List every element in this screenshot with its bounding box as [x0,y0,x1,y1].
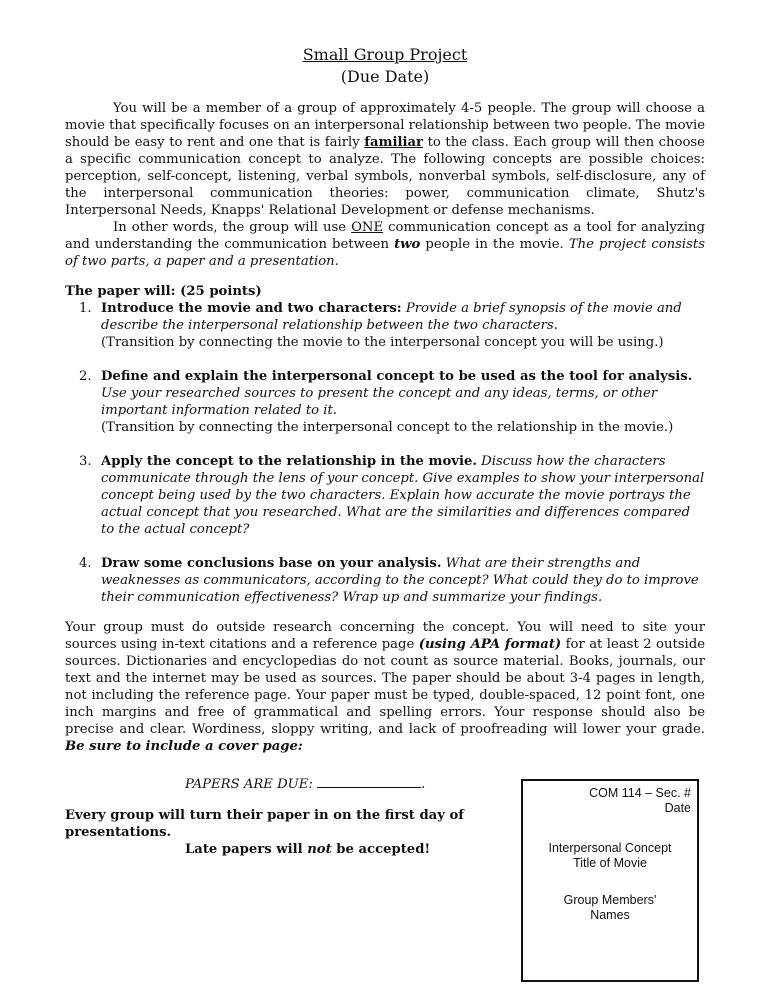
cover-page-sample [521,779,699,982]
intro2-text-d: The project consists of two parts, a paper and a presentation. [65,237,705,269]
paper-requirements-list [65,300,705,606]
item-description: Provide a brief synopsis of the movie and describe the interpersonal relationship between the two characters. [101,301,682,333]
cover-date: Date [664,801,691,815]
item-description: What are their strengths and weaknesses as communicators, according to the concept? What could they do to improve their communication effectiveness? Wrap up and summarize your findings. [101,556,699,605]
due-date-subtitle: (Due Date) [340,67,430,86]
list-item [65,368,705,436]
intro2-text-c: people in the movie. [420,237,569,252]
item-description: Use your researched sources to present the concept and any ideas, terms, or other important information related to it. [101,386,658,418]
cover-names: Names [590,908,630,922]
list-item [65,555,705,606]
cover-group-members: Group Members' [563,893,657,907]
cover-concept: Interpersonal Concept [548,841,672,855]
item-heading: Draw some conclusions base on your analysis. [101,556,442,571]
apa-format-note: (using APA format) [418,637,562,652]
research-text-a: Your group must do outside research concerning the concept. You will need to site your sources using in-text citations and a reference page [65,620,705,652]
cover-page-note: Be sure to include a cover page: [65,739,303,754]
due-date-blank [317,775,421,788]
document-page [65,44,705,858]
item-heading: Define and explain the interpersonal concept to be used as the tool for analysis. [101,369,693,384]
document-title [65,44,705,88]
submission-note: Every group will turn their paper in on the first day of presentations. [65,808,464,840]
cover-movie-title: Title of Movie [573,856,647,870]
item-number: 2. [79,369,92,384]
research-text-b: for at least 2 outside sources. Dictionaries and encyclopedias do not count as source material. Books, journals, our text and the internet may be used as sources. The paper should be about 3-4 pages in length, not including the reference page. Your paper must be typed, double-spaced, 12 point font, one inch margins and free of grammatical and spelling errors. Your response should also be precise and clear. Wordiness, sloppy writing, and lack of proofreading will lower your grade. [65,637,705,737]
due-period: . [421,777,426,792]
research-paragraph [65,619,705,755]
intro-text-b: to the class. Each group will then choose a specific communication concept to analyze. The following concepts are possible choices: perception, self-concept, listening, verbal symbols, nonverbal symbols, self-disclosure, any of the interpersonal communication theories: power, communication climate, Shutz's Interpersonal Needs, Knapps' Relational Development or defense mechanisms. [65,135,705,218]
late-not: not [307,842,332,857]
page-title: Small Group Project [302,45,468,64]
cover-course: COM 114 – Sec. # [589,786,691,800]
item-heading: Introduce the movie and two characters: [101,301,402,316]
late-text-b: be accepted! [331,842,431,857]
papers-due-label: PAPERS ARE DUE: [185,777,313,792]
item-number: 3. [79,454,92,469]
intro2-text-a: In other words, the group will use [113,220,352,235]
intro-paragraph [65,100,705,219]
item-number: 1. [79,301,92,316]
late-text-a: Late papers will [185,842,308,857]
intro2-text-b: communication concept as a tool for analyzing and understanding the communication between [65,220,705,252]
list-item [65,453,705,538]
intro2-one: ONE [351,220,384,235]
intro2-two: two [394,237,421,252]
intro-text-a: You will be a member of a group of approximately 4-5 people. The group will choose a movie that specifically focuses on an interpersonal relationship between two people. The movie should be easy to rent and one that is fairly [65,101,705,150]
item-transition-note: (Transition by connecting the interpersonal concept to the relationship in the movie.) [101,420,674,435]
item-description: Discuss how the characters communicate through the lens of your concept. Give examples to show your interpersonal concept being used by the two characters. Explain how accurate the movie portrays the actual concept that you researched. What are the similarities and differences compared to the actual concept? [101,454,705,537]
intro-familiar: familiar [364,135,423,150]
paper-heading: The paper will: (25 points) [65,284,262,299]
item-number: 4. [79,556,92,571]
item-heading: Apply the concept to the relationship in the movie. [101,454,477,469]
item-transition-note: (Transition by connecting the movie to the interpersonal concept you will be using.) [101,335,664,350]
list-item [65,300,705,351]
intro-paragraph-2 [65,219,705,270]
